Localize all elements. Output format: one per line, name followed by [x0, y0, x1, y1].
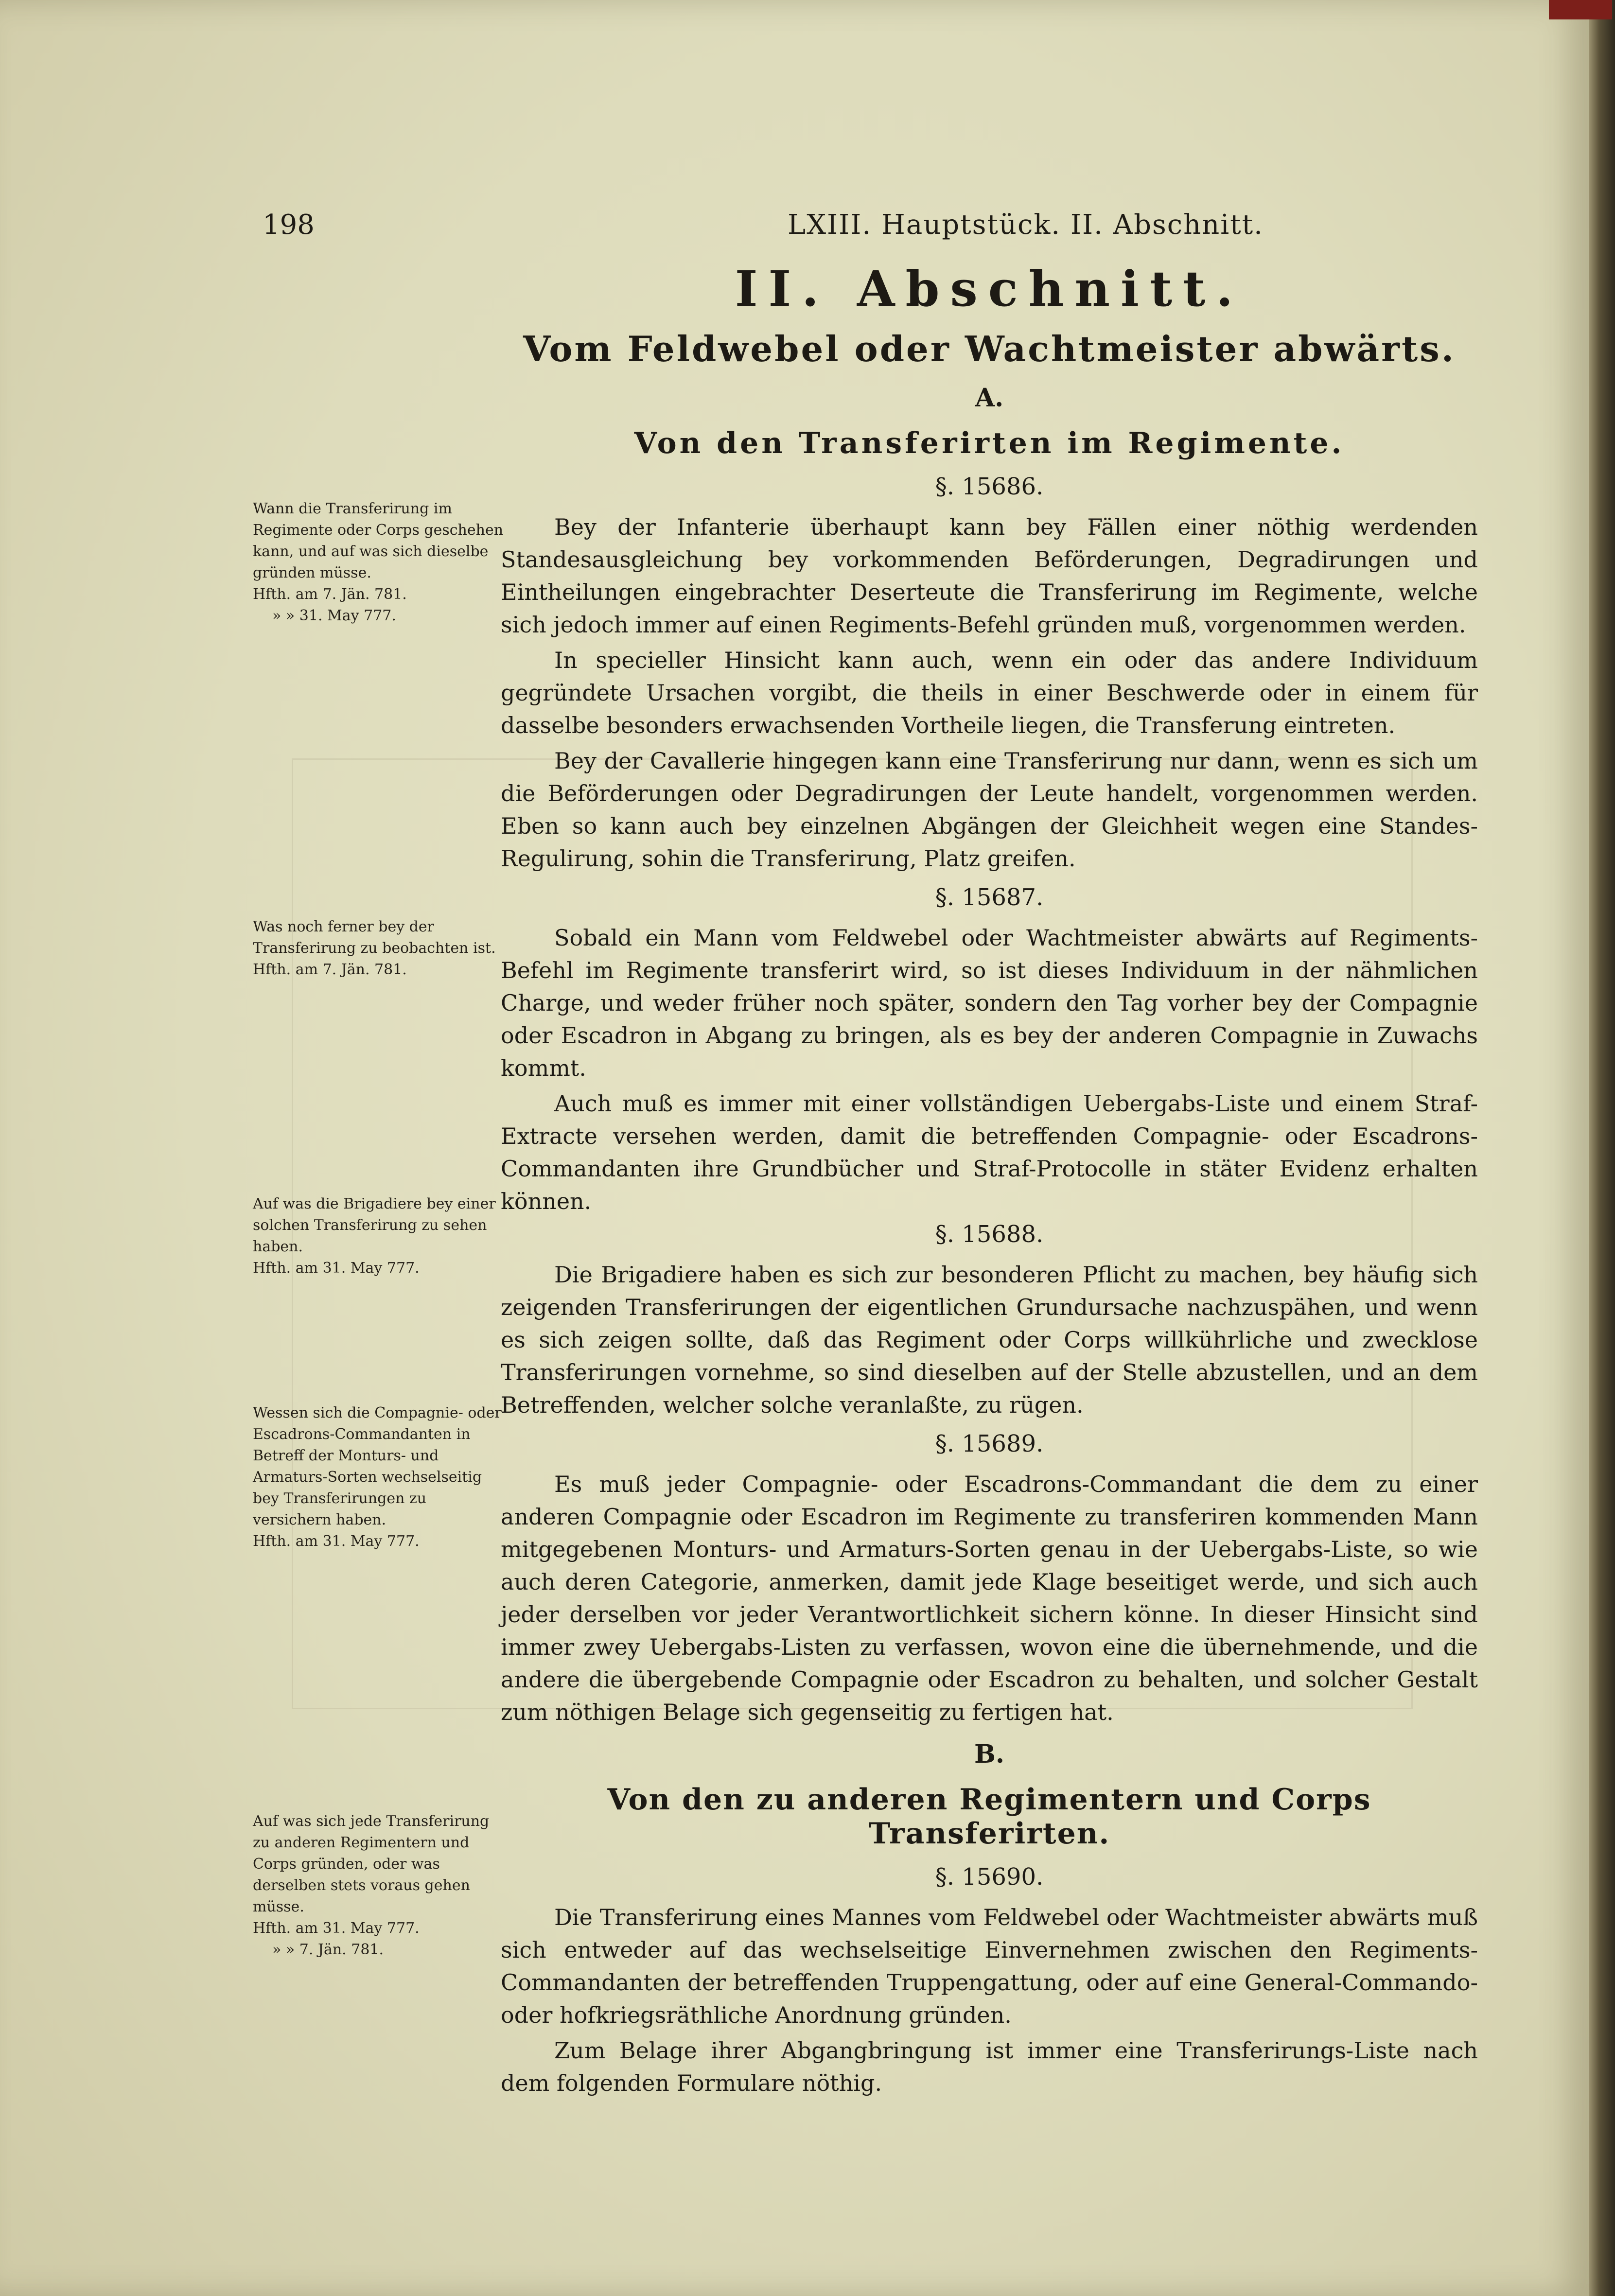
paragraph-text: Bey der Cavallerie hingegen kann eine Transferirung nur dann, wenn es sich um die Beförderungen oder Degradirungen der Leute handelt, vorgenommen werden. Eben so kann auch bey einzelnen Abgängen der Gleichheit wegen eine Standes-Regulirung, sohin die Transferirung, Platz greifen.	[501, 748, 1478, 872]
margin-note-text: Was noch ferner bey der Transferirung zu beobachten ist.	[253, 918, 496, 957]
margin-note-ref: Hfth. am 31. May 777.	[253, 1533, 420, 1550]
paragraph-text: Zum Belage ihrer Abgangbringung ist immer eine Transferirungs-Liste nach dem folgenden Formulare nöthig.	[501, 2037, 1478, 2096]
margin-note-ref: Hfth. am 7. Jän. 781.	[253, 961, 407, 978]
paragraph-number: §. 15688.	[935, 1221, 1044, 1248]
section-letter-b: B.	[974, 1739, 1005, 1769]
part-heading: II. Abschnitt.	[735, 260, 1244, 317]
margin-note-15686	[253, 498, 506, 627]
paragraph-number: §. 15686.	[935, 473, 1044, 500]
section-title-b: Von den zu anderen Regimentern und Corps Transferirten.	[607, 1783, 1371, 1851]
margin-note-15687	[253, 916, 506, 981]
margin-note-ref: » » 31. May 777.	[272, 607, 396, 624]
section-letter-a: A.	[975, 383, 1004, 413]
page-number: 198	[263, 209, 315, 241]
margin-note-text: Wessen sich die Compagnie- oder Escadrons-Commandanten in Betreff der Monturs- und Armaturs-Sorten wechselseitig bey Transferirungen zu versichern haben.	[253, 1404, 502, 1528]
running-head	[0, 209, 1589, 248]
paragraph-number: §. 15689.	[935, 1430, 1044, 1457]
paragraph-text: In specieller Hinsicht kann auch, wenn ein oder das andere Individuum gegründete Ursachen vorgibt, die theils in einer Beschwerde oder in einem für dasselbe besonders erwachsenden Vortheile liegen, die Transferung eintreten.	[501, 647, 1478, 738]
book-spine-edge	[1589, 0, 1615, 2296]
paragraph-text: Die Transferirung eines Mannes vom Feldwebel oder Wachtmeister abwärts muß sich entweder auf das wechselseitige Einvernehmen zwischen den Regiments-Commandanten der betreffenden Truppengattung, oder auf eine General-Commando- oder hofkriegsräthliche Anordnung gründen.	[501, 1904, 1478, 2028]
paragraph-text: Die Brigadiere haben es sich zur besonderen Pflicht zu machen, bey häufig sich zeigenden Transferirungen der eigentlichen Grundursache nachzuspähen, und wenn es sich zeigen sollte, daß das Regiment oder Corps willkührliche und zwecklose Transferirungen vornehme, so sind dieselben auf der Stelle abzustellen, und an dem Betreffenden, welcher solche veranlaßte, zu rügen.	[501, 1262, 1478, 1418]
running-title: LXIII. Hauptstück. II. Abschnitt.	[788, 209, 1264, 241]
margin-note-text: Auf was sich jede Transferirung zu anderen Regimentern und Corps gründen, oder was derselben stets voraus gehen müsse.	[253, 1813, 490, 1915]
margin-note-ref: » » 7. Jän. 781.	[272, 1941, 384, 1958]
paragraph-number: §. 15690.	[935, 1863, 1044, 1891]
paragraph-text: Auch muß es immer mit einer vollständigen Uebergabs-Liste und einem Straf-Extracte versehen werden, damit die betreffenden Compagnie- oder Escadrons-Commandanten ihre Grundbücher und Straf-Protocolle in stäter Evidenz erhalten können.	[501, 1090, 1478, 1214]
margin-note-15689	[253, 1402, 506, 1552]
margin-note-ref: Hfth. am 7. Jän. 781.	[253, 586, 407, 603]
paragraph-text: Es muß jeder Compagnie- oder Escadrons-Commandant die dem zu einer anderen Compagnie oder Escadron im Regimente zu transferiren kommenden Mann mitgegebenen Monturs- und Armaturs-Sorten genau in der Uebergabs-Liste, so wie auch deren Categorie, anmerken, damit jede Klage beseitiget werde, und sich auch jeder derselben vor jeder Verantwortlichkeit sichern könne. In dieser Hinsicht sind immer zwey Uebergabs-Listen zu verfassen, wovon eine die übernehmende, und die andere die übergebende Compagnie oder Escadron zu behalten, und solcher Gestalt zum nöthigen Belage sich gegenseitig zu fertigen hat.	[501, 1471, 1478, 1725]
margin-note-ref: Hfth. am 31. May 777.	[253, 1920, 420, 1937]
margin-note-text: Wann die Transferirung im Regimente oder Corps geschehen kann, und auf was sich dieselbe gründen müsse.	[253, 500, 504, 581]
part-subtitle: Vom Feldwebel oder Wachtmeister abwärts.	[523, 328, 1456, 369]
paragraph-text: Sobald ein Mann vom Feldwebel oder Wachtmeister abwärts auf Regiments-Befehl im Regimente transferirt wird, so ist dieses Individuum in der nähmlichen Charge, und weder früher noch später, sondern den Tag vorher bey der Compagnie oder Escadron in Abgang zu bringen, als es bey der anderen Compagnie in Zuwachs kommt.	[501, 925, 1478, 1081]
section-title-a: Von den Transferirten im Regimente.	[634, 426, 1345, 460]
paragraph-text: Bey der Infanterie überhaupt kann bey Fällen einer nöthig werdenden Standesausgleichung bey vorkommenden Beförderungen, Degradirungen und Eintheilungen eingebrachter Deserteute die Transferirung im Regimente, welche sich jedoch immer auf einen Regiments-Befehl gründen muß, vorgenommen werden.	[501, 514, 1478, 638]
main-text-column	[501, 260, 1478, 2103]
margin-note-ref: Hfth. am 31. May 777.	[253, 1260, 420, 1277]
paragraph-number: §. 15687.	[935, 884, 1044, 911]
margin-note-15690	[253, 1811, 506, 1961]
margin-note-15688	[253, 1193, 506, 1279]
margin-note-text: Auf was die Brigadiere bey einer solchen Transferirung zu sehen haben.	[253, 1195, 496, 1255]
red-label-tab	[1549, 0, 1612, 19]
